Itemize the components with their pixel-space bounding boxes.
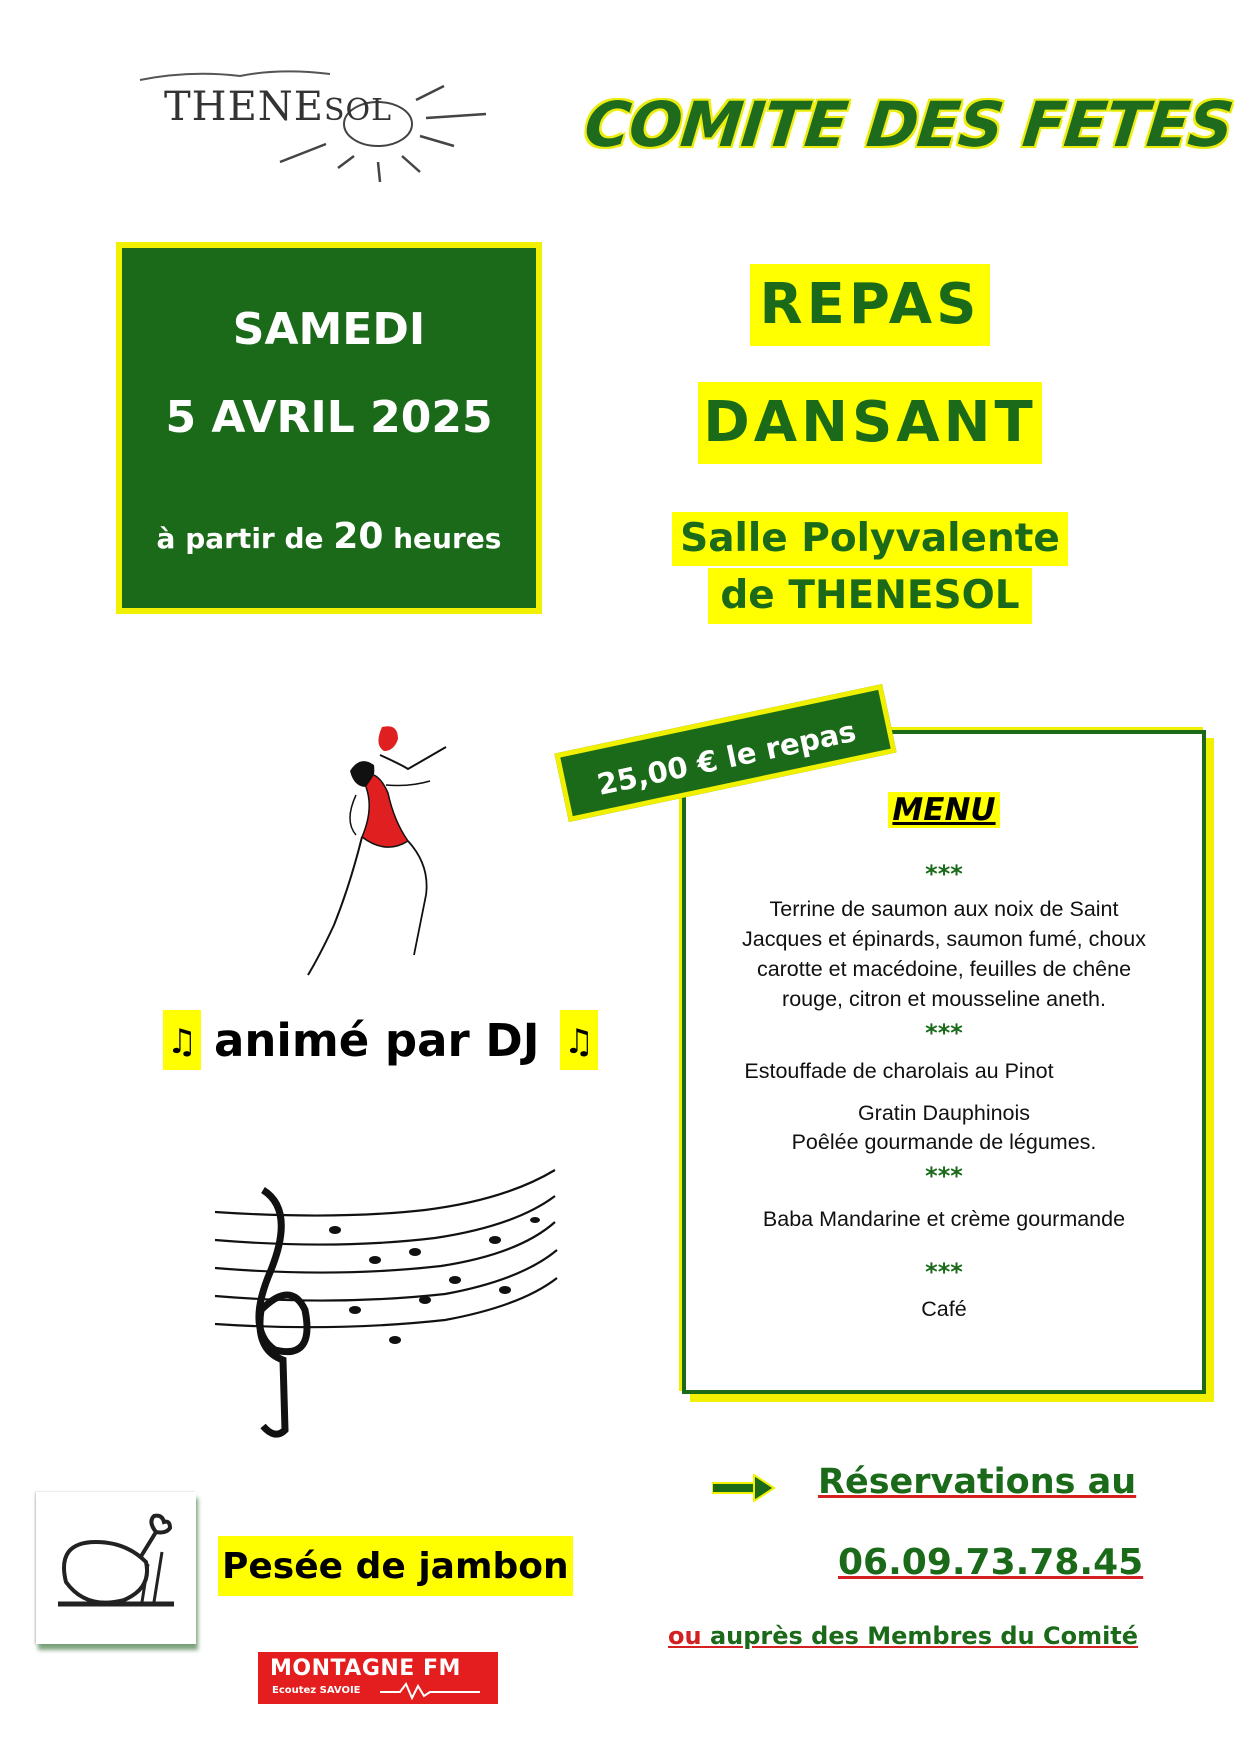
sun-logo-icon	[130, 62, 500, 202]
headline-repas: REPAS	[750, 264, 990, 346]
menu-side-2: Poêlée gourmande de légumes.	[791, 1130, 1097, 1154]
reservation-alternative	[668, 1622, 1138, 1650]
ham-icon-card	[36, 1492, 196, 1644]
menu-panel	[682, 730, 1206, 1394]
dj-text: animé par DJ	[214, 1014, 540, 1067]
logo-text-main: THENE	[164, 84, 324, 130]
price-tag: 25,00 € le repas	[554, 684, 896, 822]
menu-starter-line: Terrine de saumon aux noix de Saint	[769, 897, 1119, 921]
menu-separator: ***	[925, 1019, 963, 1047]
music-note-icon: ♫	[163, 1010, 201, 1070]
date-box	[122, 248, 536, 608]
music-note-icon: ♫	[560, 1010, 598, 1070]
reservation-or: ou	[668, 1622, 702, 1650]
menu-starter-line: Jacques et épinards, saumon fumé, choux	[742, 927, 1146, 951]
treble-clef-staff-icon	[205, 1160, 575, 1445]
radio-name: MONTAGNE FM	[270, 1656, 461, 1681]
arrow-right-icon	[712, 1474, 776, 1502]
dancer-icon	[290, 725, 460, 980]
ham-icon	[36, 1492, 196, 1644]
radio-tagline: Ecoutez SAVOIE	[272, 1685, 361, 1696]
event-day: SAMEDI	[232, 304, 426, 355]
reservation-or-text: auprès des Membres du Comité	[709, 1622, 1139, 1650]
menu-dessert: Baba Mandarine et crème gourmande	[762, 1207, 1126, 1231]
music-staff-illustration	[205, 1160, 575, 1445]
logo-text-sol: SOL	[323, 93, 393, 128]
menu-separator: ***	[925, 1162, 963, 1190]
thenesol-logo	[130, 62, 500, 202]
headline-dansant: DANSANT	[698, 382, 1042, 464]
menu-title: MENU	[686, 792, 1202, 828]
menu-separator: ***	[925, 860, 963, 888]
start-hour: 20	[333, 516, 384, 557]
reservation-phone[interactable]: 06.09.73.78.45	[838, 1542, 1144, 1583]
dancer-illustration	[290, 725, 460, 980]
start-prefix: à partir de	[156, 522, 324, 555]
menu-starter-line: rouge, citron et mousseline aneth.	[782, 987, 1106, 1011]
reservation-label: Réservations au	[818, 1462, 1137, 1502]
soundwave-icon	[380, 1682, 480, 1700]
menu-starter-line: carotte et macédoine, feuilles de chêne	[756, 957, 1132, 981]
radio-logo	[258, 1652, 498, 1704]
venue-line-1: Salle Polyvalente	[672, 512, 1068, 566]
venue-line-2: de THENESOL	[708, 568, 1032, 624]
event-date: 5 AVRIL 2025	[165, 392, 493, 443]
start-suffix: heures	[393, 522, 502, 555]
page-title: COMITE DES FETES	[581, 88, 1237, 161]
ham-weighing-text: Pesée de jambon	[218, 1536, 573, 1596]
menu-separator: ***	[925, 1258, 963, 1286]
menu-main-course: Estouffade de charolais au Pinot	[744, 1059, 1054, 1083]
menu-coffee: Café	[921, 1297, 967, 1321]
menu-side-1: Gratin Dauphinois	[857, 1101, 1031, 1125]
event-start-time	[126, 516, 532, 557]
